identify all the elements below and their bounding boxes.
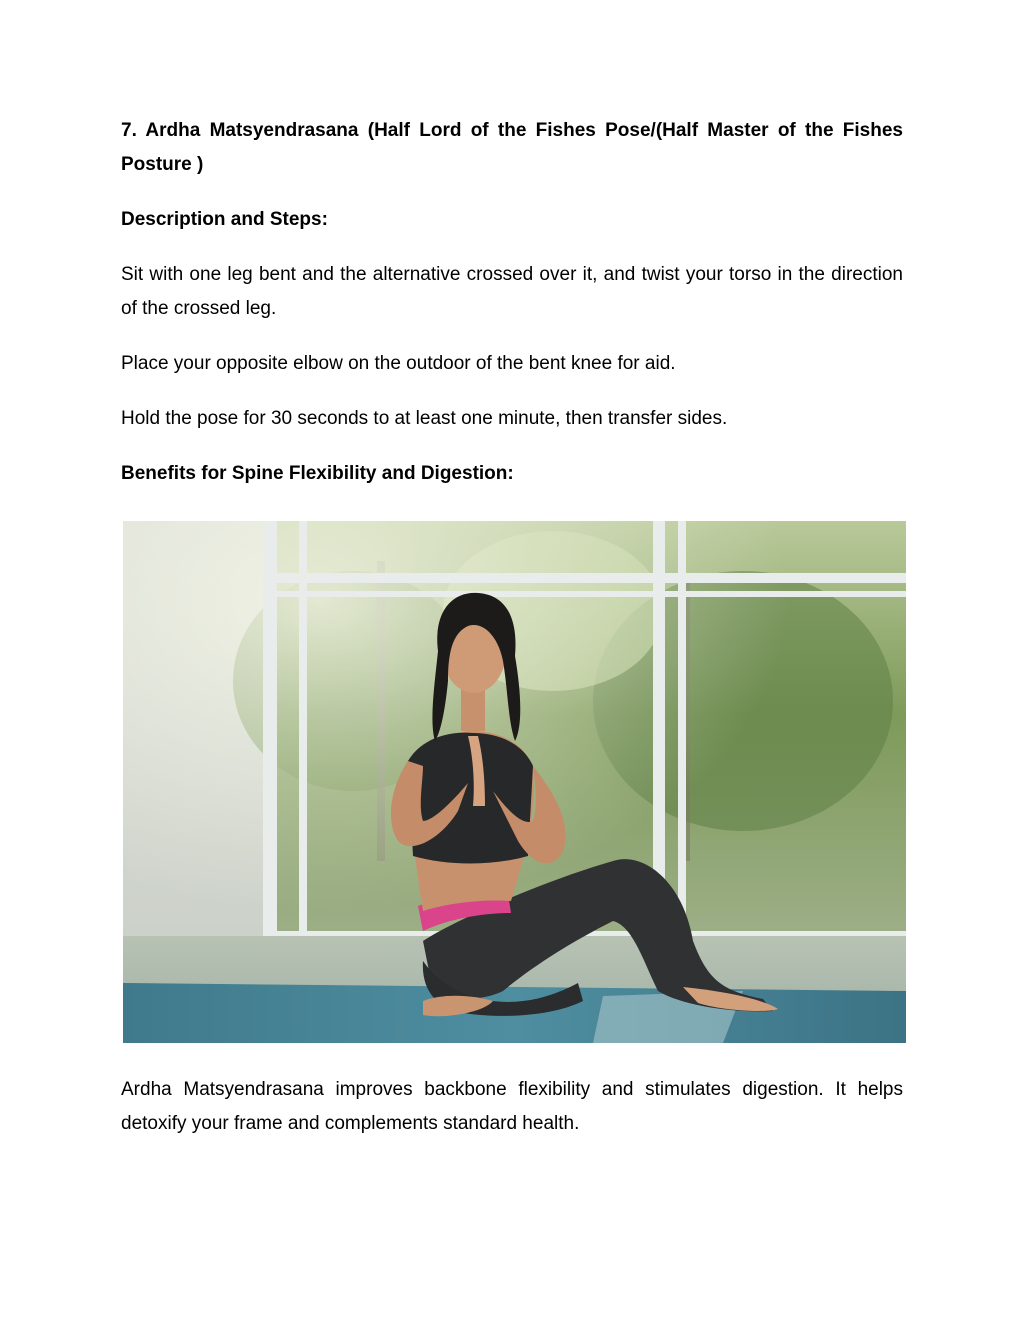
step-2: Place your opposite elbow on the outdoor of the bent knee for aid.: [121, 353, 676, 374]
benefits-title: Benefits for Spine Flexibility and Digestion:: [121, 463, 514, 484]
step-3: Hold the pose for 30 seconds to at least one minute, then transfer sides.: [121, 408, 728, 429]
benefits-paragraph-wrapper: [121, 1073, 903, 1141]
article-section: [121, 114, 903, 491]
section-heading: 7. Ardha Matsyendrasana (Half Lord of the Fishes Pose/(Half Master of the Fishes Posture ): [121, 120, 903, 175]
benefits-paragraph: Ardha Matsyendrasana improves backbone flexibility and stimulates digestion. It helps detoxify your frame and complements standard health.: [121, 1079, 903, 1134]
description-title: Description and Steps:: [121, 209, 328, 230]
yoga-pose-photo: [123, 521, 906, 1043]
step-1: Sit with one leg bent and the alternative crossed over it, and twist your torso in the direction of the crossed leg.: [121, 264, 903, 319]
